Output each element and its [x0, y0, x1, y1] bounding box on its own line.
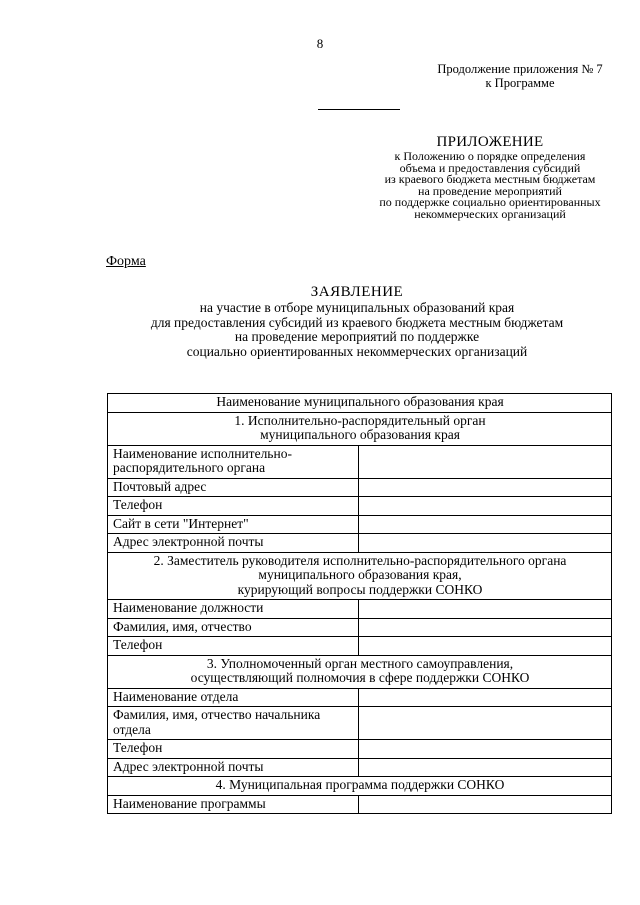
- field-label-cell: [108, 795, 359, 814]
- appendix-line: объема и предоставления субсидий: [399, 160, 581, 175]
- field-label-cell: [108, 618, 359, 637]
- field-label-cell: [108, 758, 359, 777]
- document-heading: [100, 283, 614, 359]
- page-number: 8: [316, 36, 324, 51]
- section-header-text: муниципального образования края: [260, 427, 460, 442]
- document-subtitle-line: на участие в отборе муниципальных образований края: [199, 300, 515, 315]
- field-row: [108, 795, 612, 814]
- field-label-cell: [108, 637, 359, 656]
- field-label-text: распорядительного органа: [113, 460, 266, 475]
- section-header-cell: [108, 655, 612, 688]
- field-label-text: Наименование программы: [113, 795, 266, 811]
- field-value-cell[interactable]: [359, 478, 612, 497]
- section-header-row: [108, 394, 612, 413]
- document-subtitle-line: на проведение мероприятий по поддержке: [234, 329, 480, 344]
- field-label-text: Телефон: [113, 497, 163, 512]
- field-value-cell[interactable]: [359, 600, 612, 619]
- form-label: Форма: [106, 254, 146, 269]
- field-row: [108, 707, 612, 740]
- field-row: [108, 758, 612, 777]
- field-value-cell[interactable]: [359, 707, 612, 740]
- section-header-cell: [108, 412, 612, 445]
- continuation-line: к Программе: [485, 76, 555, 90]
- continuation-line: Продолжение приложения № 7: [437, 62, 603, 76]
- section-header-row: [108, 412, 612, 445]
- field-label-text: Наименование исполнительно-: [113, 445, 292, 461]
- section-header-text: 4. Муниципальная программа поддержки СОНКО: [215, 777, 505, 792]
- field-label-cell: [108, 688, 359, 707]
- section-header-cell: [108, 777, 612, 796]
- section-header-row: [108, 655, 612, 688]
- field-row: [108, 637, 612, 656]
- document-subtitle-line: для предоставления субсидий из краевого бюджета местным бюджетам: [150, 314, 564, 330]
- continuation-note: [420, 62, 620, 90]
- document-subtitle-line: социально ориентированных некоммерческих организаций: [186, 343, 528, 359]
- section-header-row: [108, 777, 612, 796]
- separator-line: [318, 109, 400, 110]
- field-value-cell[interactable]: [359, 515, 612, 534]
- field-row: [108, 600, 612, 619]
- application-form-table: [107, 393, 612, 814]
- field-value-cell[interactable]: [359, 497, 612, 516]
- field-label-text: Фамилия, имя, отчество начальника: [113, 707, 321, 722]
- field-value-cell[interactable]: [359, 618, 612, 637]
- field-value-cell[interactable]: [359, 758, 612, 777]
- field-row: [108, 515, 612, 534]
- field-value-cell[interactable]: [359, 445, 612, 478]
- field-row: [108, 445, 612, 478]
- section-header-row: [108, 552, 612, 600]
- section-header-cell: [108, 394, 612, 413]
- appendix-line: на проведение мероприятий: [418, 183, 562, 198]
- appendix-line: по поддержке социально ориентированных: [379, 195, 601, 210]
- field-row: [108, 688, 612, 707]
- field-row: [108, 534, 612, 553]
- section-header-text: 3. Уполномоченный орган местного самоуправления,: [206, 655, 514, 671]
- field-row: [108, 618, 612, 637]
- field-label-cell: [108, 534, 359, 553]
- field-row: [108, 740, 612, 759]
- appendix-line: из краевого бюджета местным бюджетам: [384, 172, 596, 187]
- field-value-cell[interactable]: [359, 688, 612, 707]
- field-label-text: Почтовый адрес: [113, 478, 207, 494]
- field-label-text: Адрес электронной почты: [113, 534, 264, 549]
- field-value-cell[interactable]: [359, 795, 612, 814]
- field-value-cell[interactable]: [359, 534, 612, 553]
- field-row: [108, 497, 612, 516]
- section-header-text: курирующий вопросы поддержки СОНКО: [237, 581, 483, 597]
- field-label-cell: [108, 740, 359, 759]
- field-label-cell: [108, 600, 359, 619]
- field-label-text: Наименование должности: [113, 600, 264, 615]
- appendix-title: ПРИЛОЖЕНИЕ: [436, 134, 544, 150]
- field-value-cell[interactable]: [359, 637, 612, 656]
- section-header-text: муниципального образования края,: [258, 567, 462, 582]
- appendix-line: к Положению о порядке определения: [394, 149, 586, 163]
- section-header-text: Наименование муниципального образования края: [216, 394, 504, 409]
- field-label-text: Телефон: [113, 740, 163, 755]
- field-label-text: Фамилия, имя, отчество: [113, 618, 252, 634]
- field-label-text: Сайт в сети "Интернет": [113, 515, 249, 531]
- section-header-text: 1. Исполнительно-распорядительный орган: [234, 412, 486, 428]
- field-label-text: Адрес электронной почты: [113, 758, 264, 774]
- field-label-cell: [108, 478, 359, 497]
- field-label-cell: [108, 707, 359, 740]
- field-value-cell[interactable]: [359, 740, 612, 759]
- document-title: ЗАЯВЛЕНИЕ: [310, 284, 404, 300]
- appendix-line: некоммерческих организаций: [414, 206, 566, 221]
- field-label-text: отдела: [113, 721, 151, 737]
- field-row: [108, 478, 612, 497]
- field-label-text: Наименование отдела: [113, 688, 239, 704]
- appendix-block: [360, 134, 620, 221]
- field-label-cell: [108, 445, 359, 478]
- field-label-cell: [108, 515, 359, 534]
- section-header-text: 2. Заместитель руководителя исполнительно-распорядительного органа: [153, 552, 567, 568]
- field-label-cell: [108, 497, 359, 516]
- section-header-cell: [108, 552, 612, 600]
- field-label-text: Телефон: [113, 637, 163, 652]
- section-header-text: осуществляющий полномочия в сфере поддержки СОНКО: [190, 670, 530, 685]
